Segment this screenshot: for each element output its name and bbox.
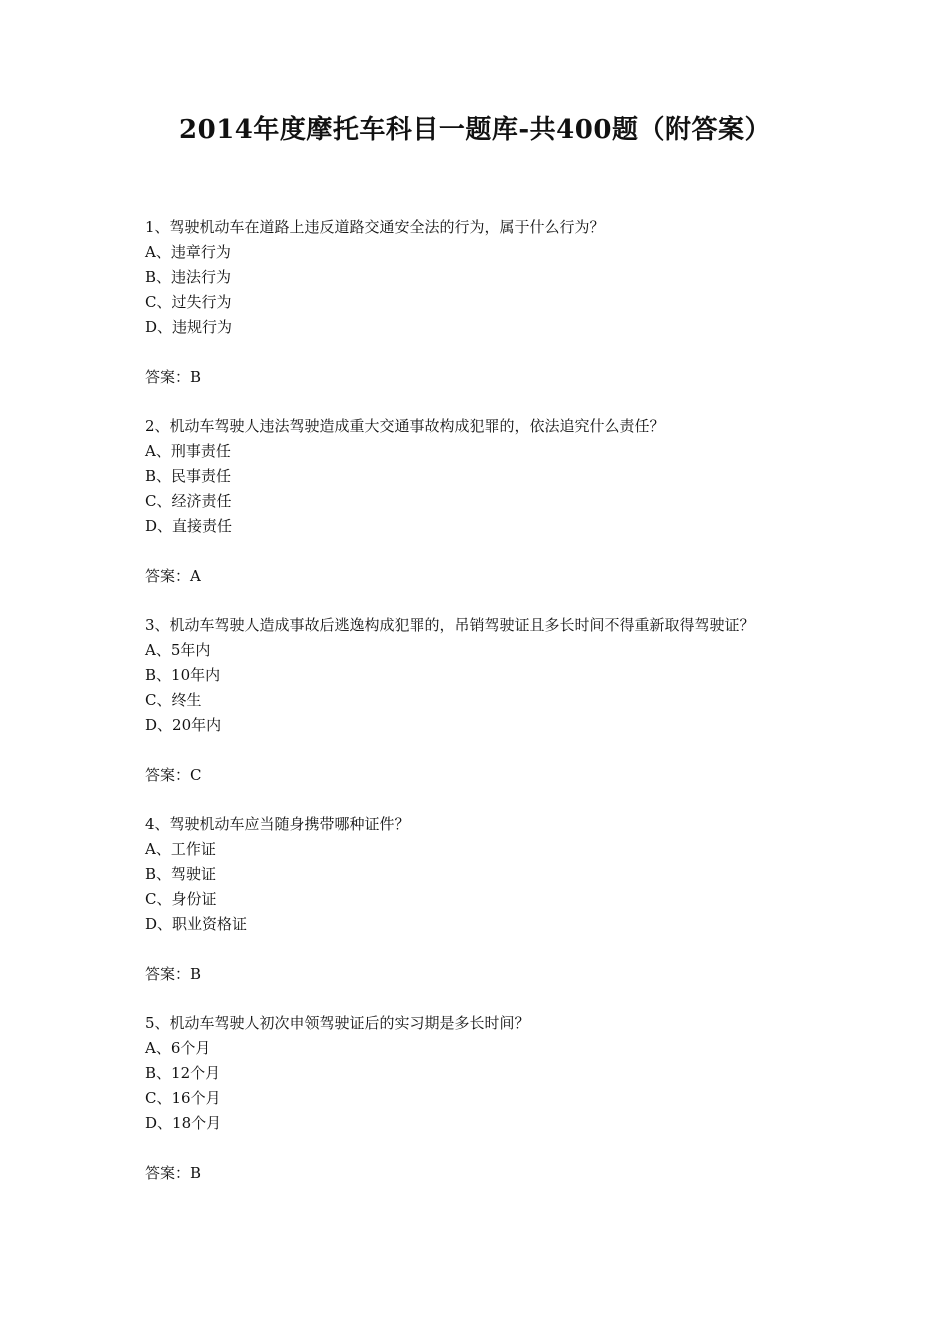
question-text: 4、驾驶机动车应当随身携带哪种证件？ — [145, 815, 410, 833]
option-b: B、12个月 — [145, 1064, 221, 1082]
option-b: B、民事责任 — [145, 467, 232, 485]
option-b: B、驾驶证 — [145, 865, 217, 883]
answer: 答案：B — [145, 1164, 202, 1182]
question-text: 2、机动车驾驶人违法驾驶造成重大交通事故构成犯罪的，依法追究什么责任？ — [145, 417, 665, 435]
answer: 答案：C — [145, 766, 202, 784]
option-d: D、职业资格证 — [145, 915, 248, 933]
option-a: A、刑事责任 — [145, 442, 231, 460]
question-4 — [145, 812, 825, 987]
option-d: D、违规行为 — [145, 318, 233, 336]
answer: 答案：A — [145, 567, 201, 585]
question-text: 1、驾驶机动车在道路上违反道路交通安全法的行为，属于什么行为？ — [145, 218, 605, 236]
question-2 — [145, 414, 825, 589]
question-1 — [145, 215, 825, 390]
option-c: C、16个月 — [145, 1089, 221, 1107]
answer: 答案：B — [145, 965, 202, 983]
option-a: A、工作证 — [145, 840, 216, 858]
option-a: A、违章行为 — [145, 243, 231, 261]
option-b: B、10年内 — [145, 666, 221, 684]
option-c: C、过失行为 — [145, 293, 232, 311]
option-d: D、20年内 — [145, 716, 222, 734]
option-c: C、经济责任 — [145, 492, 232, 510]
question-text: 3、机动车驾驶人造成事故后逃逸构成犯罪的，吊销驾驶证且多长时间不得重新取得驾驶证？ — [145, 616, 755, 634]
question-5 — [145, 1011, 825, 1186]
option-c: C、身份证 — [145, 890, 217, 908]
option-a: A、6个月 — [145, 1039, 211, 1057]
option-d: D、直接责任 — [145, 517, 233, 535]
option-d: D、18个月 — [145, 1114, 222, 1132]
option-b: B、违法行为 — [145, 268, 232, 286]
question-list — [145, 215, 825, 1210]
option-a: A、5年内 — [145, 641, 211, 659]
question-3 — [145, 613, 825, 788]
document-title: 2014年度摩托车科目一题库-共400题（附答案） — [179, 115, 771, 145]
question-text: 5、机动车驾驶人初次申领驾驶证后的实习期是多长时间？ — [145, 1014, 530, 1032]
answer: 答案：B — [145, 368, 202, 386]
option-c: C、终生 — [145, 691, 202, 709]
